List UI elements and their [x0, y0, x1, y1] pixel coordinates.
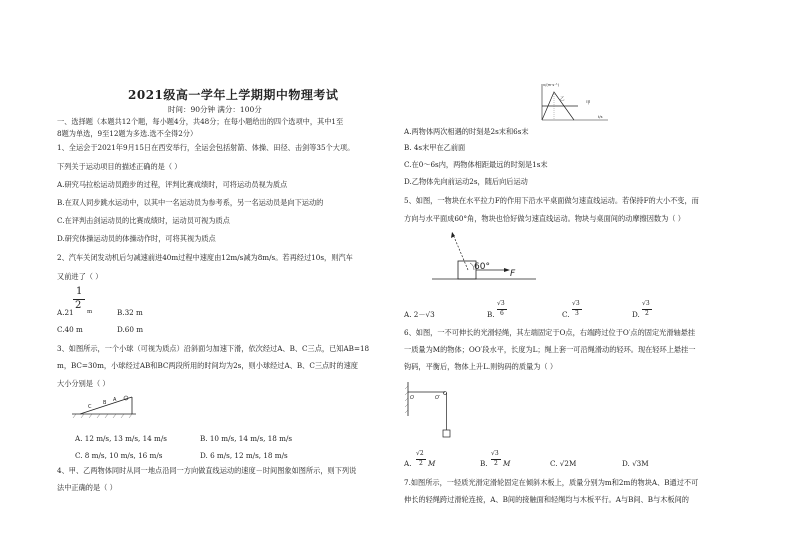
- q3-option-a: A. 12 m/s, 13 m/s, 14 m/s: [75, 434, 167, 443]
- q2-option-c: C.40 m: [57, 325, 83, 334]
- ball-icon: [124, 396, 128, 400]
- graph-x-label: t/s: [598, 115, 603, 119]
- wall-hatch: [405, 386, 408, 413]
- q7-stem-line2: 伸长的轻绳跨过滑轮连接，A、B间的接触面和轻绳均与木板平行。A与B间、B与木板间的: [404, 495, 689, 504]
- q2-option-d: D.60 m: [117, 325, 144, 334]
- q6-option-a-den: 2: [419, 460, 423, 467]
- q6-option-b-unit: M: [503, 459, 511, 468]
- q5-option-c-prefix: C.: [562, 310, 570, 319]
- q5-option-d-den: 2: [645, 310, 649, 317]
- ground-hatch: [73, 414, 132, 418]
- point-b-label: B: [103, 400, 107, 406]
- q6-option-d: D. √3M: [622, 459, 649, 468]
- q3-option-c: C. 8 m/s, 10 m/s, 16 m/s: [75, 451, 163, 460]
- exam-meta: 时间：90分钟 满分：100分: [168, 105, 262, 114]
- q2-option-a-unit: m: [87, 309, 93, 315]
- point-c-label: C: [88, 404, 92, 410]
- graph-y-label: v/(m·s⁻¹): [543, 83, 559, 87]
- point-a-label: A: [113, 397, 117, 403]
- q4-option-c: C.在0～6s内，两物体相距最远的时刻是1s末: [404, 160, 548, 169]
- q2-option-b: B.32 m: [117, 308, 143, 317]
- q1-option-a: A.研究马拉松运动员跑步的过程，评判比赛成绩时，可将运动员视为质点: [57, 180, 288, 189]
- q5-stem-line2: 方向与水平面成60°角，物块也恰好做匀速直线运动。物块与桌面间的动摩擦因数为（ ）: [404, 214, 685, 223]
- q2-fraction-numerator: 1: [76, 286, 83, 297]
- point-o-prime-label: O′: [435, 395, 441, 401]
- q5-option-b-prefix: B.: [487, 310, 495, 319]
- q1-stem: 1、全运会于2021年9月15日在西安举行，全运会包括射箭、体操、田径、击剑等35个大项。: [57, 143, 355, 152]
- q2-fraction-denominator: 2: [75, 300, 82, 311]
- q5-option-b-den: 6: [500, 310, 504, 317]
- q3-option-d: D. 6 m/s, 12 m/s, 18 m/s: [200, 451, 288, 460]
- q4-stem: 4、甲、乙两物体同时从同一地点沿同一方向做直线运动的速度－时间图象如图所示，则下列说: [57, 466, 357, 475]
- q6-rope-figure: [403, 380, 463, 440]
- q1-option-b: B.在双人同步跳水运动中，以其中一名运动员为参考系，另一名运动员是向下运动的: [57, 198, 324, 207]
- q6-stem: 6、如图，一不可伸长的光滑轻绳，其左端固定于O点，右端跨过位于O′点的固定光滑轴悬挂: [404, 328, 696, 337]
- q5-option-c-num: √3: [572, 300, 580, 307]
- q5-option-c-den: 3: [575, 310, 579, 317]
- q3-stem-line3: 大小分别是（ ）: [57, 379, 110, 388]
- q2-stem-line2: 又前进了（ ）: [57, 272, 103, 281]
- q4-stem-line2: 法中正确的是（ ）: [57, 483, 117, 492]
- q3-option-b: B. 10 m/s, 14 m/s, 18 m/s: [200, 434, 293, 443]
- angled-force-line: [452, 232, 468, 270]
- q3-stem-line2: m，BC=30m，小球经过AB和BC两段所用的时间均为2s，则小球经过A、B、C三点时的速度: [57, 361, 358, 370]
- q4-option-a: A.两物体两次相遇的时刻是2s末和6s末: [404, 127, 529, 136]
- section-heading: 一、选择题（本题共12个题，每小题4分，共48分；在每小题给出的四个选项中，其中1至: [57, 117, 344, 126]
- q5-option-d-prefix: D.: [632, 310, 640, 319]
- q3-incline-figure: [70, 392, 140, 420]
- q4-vt-graph: [530, 80, 610, 124]
- q2-stem: 2、汽车关闭发动机后匀减速前进40m过程中速度由12m/s减为8m/s。若再经过10s，则汽车: [57, 253, 353, 262]
- q4-option-d: D.乙物体先向前运动2s，随后向后运动: [404, 177, 528, 186]
- q6-option-b-prefix: B.: [480, 459, 488, 468]
- q1-stem-line2: 下列关于运动项目的描述正确的是（ ）: [57, 162, 182, 171]
- q1-option-d: D.研究体操运动员的体操动作时，可将其视为质点: [57, 234, 216, 243]
- section-heading-line2: 8题为单选，9至12题为多选.选不全得2分）: [57, 129, 198, 138]
- q2-option-a: A.21: [57, 308, 74, 317]
- force-label: F: [510, 269, 516, 279]
- label-yi: 乙: [560, 97, 565, 102]
- q5-option-d-num: √3: [642, 300, 650, 307]
- q7-stem: 7.如图所示，一轻质光滑定滑轮固定在倾斜木板上，质量分别为m和2m的物块A、B通过不可: [404, 478, 699, 487]
- label-jia: 甲: [586, 101, 591, 106]
- q5-block-figure: [430, 224, 540, 286]
- exam-title: 2021级高一学年上学期期中物理考试: [128, 88, 339, 102]
- q6-option-a-num: √2: [416, 450, 424, 457]
- q3-stem: 3、如图所示，一个小球（可视为质点）沿斜面匀加速下滑，依次经过A、B、C三点，已知AB=18: [57, 344, 370, 353]
- q6-option-a-prefix: A.: [404, 459, 412, 468]
- mass-block: [443, 430, 450, 437]
- q1-option-c: C.在评判击剑运动员的比赛成绩时，运动员可视为质点: [57, 216, 230, 225]
- q6-option-b-den: 2: [494, 460, 498, 467]
- q5-option-a: A. 2－√3: [404, 310, 435, 319]
- q6-option-b-num: √3: [491, 450, 499, 457]
- angle-label: 60°: [474, 262, 490, 272]
- q6-option-a-unit: M: [428, 459, 436, 468]
- q6-stem-line2: 一质量为M的物体；OO′段水平，长度为L；绳上套一可沿绳滑动的轻环。现在轻环上悬挂一: [404, 345, 696, 354]
- q6-stem-line3: 钩码，平衡后，物体上升L.则钩码的质量为（ ）: [404, 362, 558, 371]
- q6-option-c: C. √2M: [550, 459, 577, 468]
- q4-option-b: B. 4s末甲在乙前面: [404, 143, 466, 152]
- q5-stem: 5、如图，一物块在水平拉力F的作用下沿水平桌面做匀速直线运动。若保持F的大小不变，而: [404, 196, 699, 205]
- point-o-label: O: [410, 395, 414, 401]
- q5-option-b-num: √3: [497, 300, 505, 307]
